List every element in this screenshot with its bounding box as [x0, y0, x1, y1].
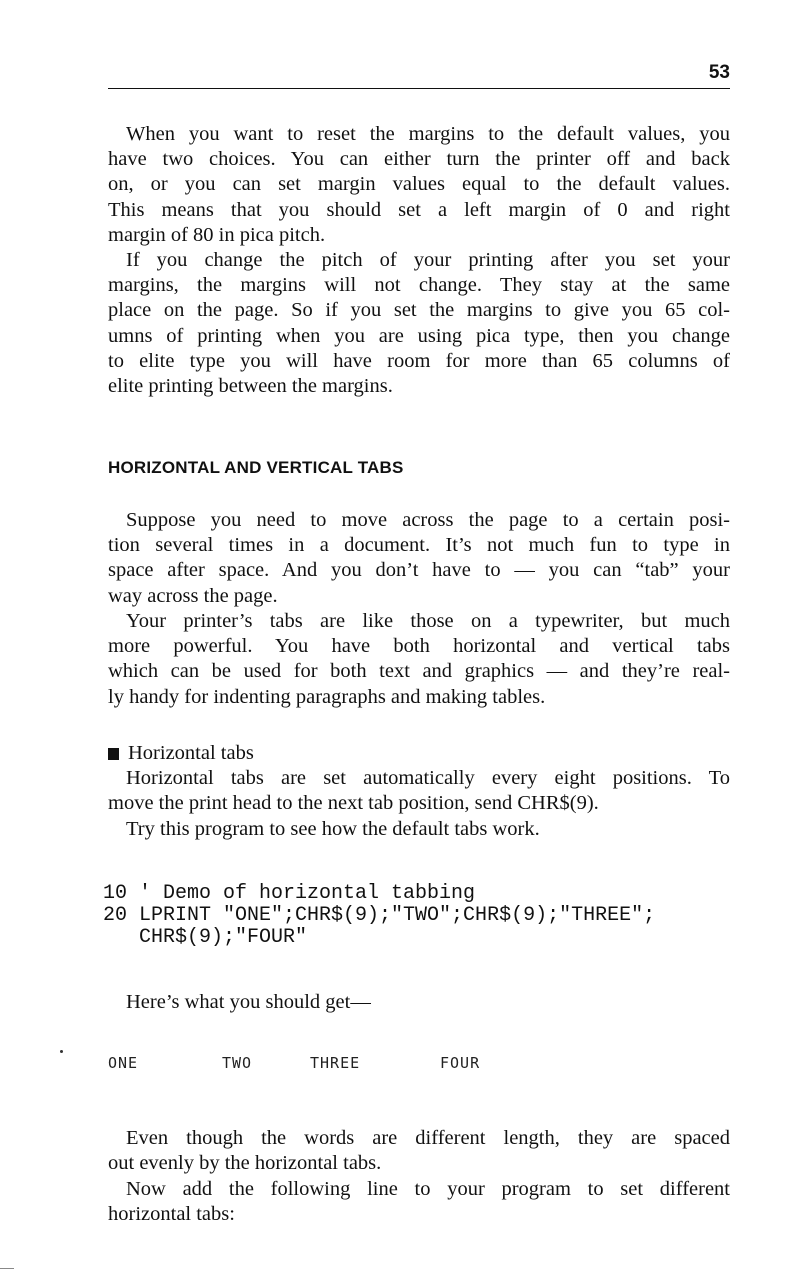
text-line: which can be used for both text and graphics — and they’re real- [108, 660, 730, 683]
text-line: margins, the margins will not change. They stay at the same [108, 274, 730, 297]
text-line: space after space. And you don’t have to — you can “tab” your [108, 559, 730, 582]
paragraph-reset-margins [108, 122, 730, 248]
text-line: tion several times in a document. It’s not much fun to type in [108, 534, 730, 557]
page-number: 53 [708, 62, 730, 83]
code-listing [103, 883, 655, 949]
text-line: way across the page. [108, 584, 278, 607]
paragraph-add-line [108, 1177, 730, 1227]
text-line: This means that you should set a left margin of 0 and right [108, 198, 730, 221]
text-line: horizontal tabs: [108, 1203, 235, 1226]
text-line: move the print head to the next tab position, send CHR$(9). [108, 792, 599, 815]
text-line: Here’s what you should get— [126, 991, 371, 1013]
output-word: ONE [108, 1054, 139, 1072]
text-line: Suppose you need to move across the page to a certain posi- [126, 509, 730, 531]
text-line: Even though the words are different length, they are spaced [126, 1127, 730, 1149]
code-line: 20 LPRINT "ONE";CHR$(9);"TWO";CHR$(9);"THREE"; [103, 904, 656, 927]
code-line: 10 ' Demo of horizontal tabbing [103, 882, 476, 905]
paragraph-expected-output [108, 990, 730, 1015]
paragraph-spaced-evenly [108, 1126, 730, 1176]
text-line: have two choices. You can either turn the printer off and back [108, 148, 730, 171]
text-line: When you want to reset the margins to the default values, you [126, 123, 730, 145]
text-line: If you change the pitch of your printing after you set your [126, 249, 730, 271]
paragraph-change-pitch [108, 248, 730, 399]
subheading [108, 741, 254, 766]
paragraph-try-program [108, 817, 730, 842]
text-line: ly handy for indenting paragraphs and making tables. [108, 685, 546, 708]
text-line: umns of printing when you are using pica type, then you change [108, 324, 730, 347]
text-line: place on the page. So if you set the margins to give you 65 col- [108, 299, 730, 322]
corner-mark [0, 1268, 14, 1269]
header-rule [108, 88, 730, 89]
section-heading: HORIZONTAL AND VERTICAL TABS [108, 458, 404, 477]
output-word: THREE [310, 1054, 361, 1072]
text-line: Your printer’s tabs are like those on a typewriter, but much [126, 610, 730, 632]
text-line: margin of 80 in pica pitch. [108, 223, 326, 246]
paragraph-default-tabs [108, 766, 730, 816]
text-line: more powerful. You have both horizontal and vertical tabs [108, 635, 730, 658]
text-line: Horizontal tabs are set automatically every eight positions. To [126, 767, 730, 789]
text-line: elite printing between the margins. [108, 375, 393, 398]
text-line: Now add the following line to your program to set different [126, 1178, 730, 1200]
subheading-label: Horizontal tabs [128, 742, 254, 764]
text-line: to elite type you will have room for more than 65 columns of [108, 349, 730, 372]
paragraph-move-across [108, 508, 730, 609]
text-line: on, or you can set margin values equal to the default values. [108, 173, 730, 196]
text-line: out evenly by the horizontal tabs. [108, 1152, 382, 1175]
margin-dot [60, 1050, 63, 1053]
text-line: Try this program to see how the default tabs work. [126, 818, 540, 840]
output-word: TWO [222, 1054, 253, 1072]
paragraph-printer-tabs [108, 609, 730, 710]
output-word: FOUR [440, 1054, 481, 1072]
code-line: CHR$(9);"FOUR" [103, 926, 308, 949]
bullet-square-icon [108, 748, 119, 760]
